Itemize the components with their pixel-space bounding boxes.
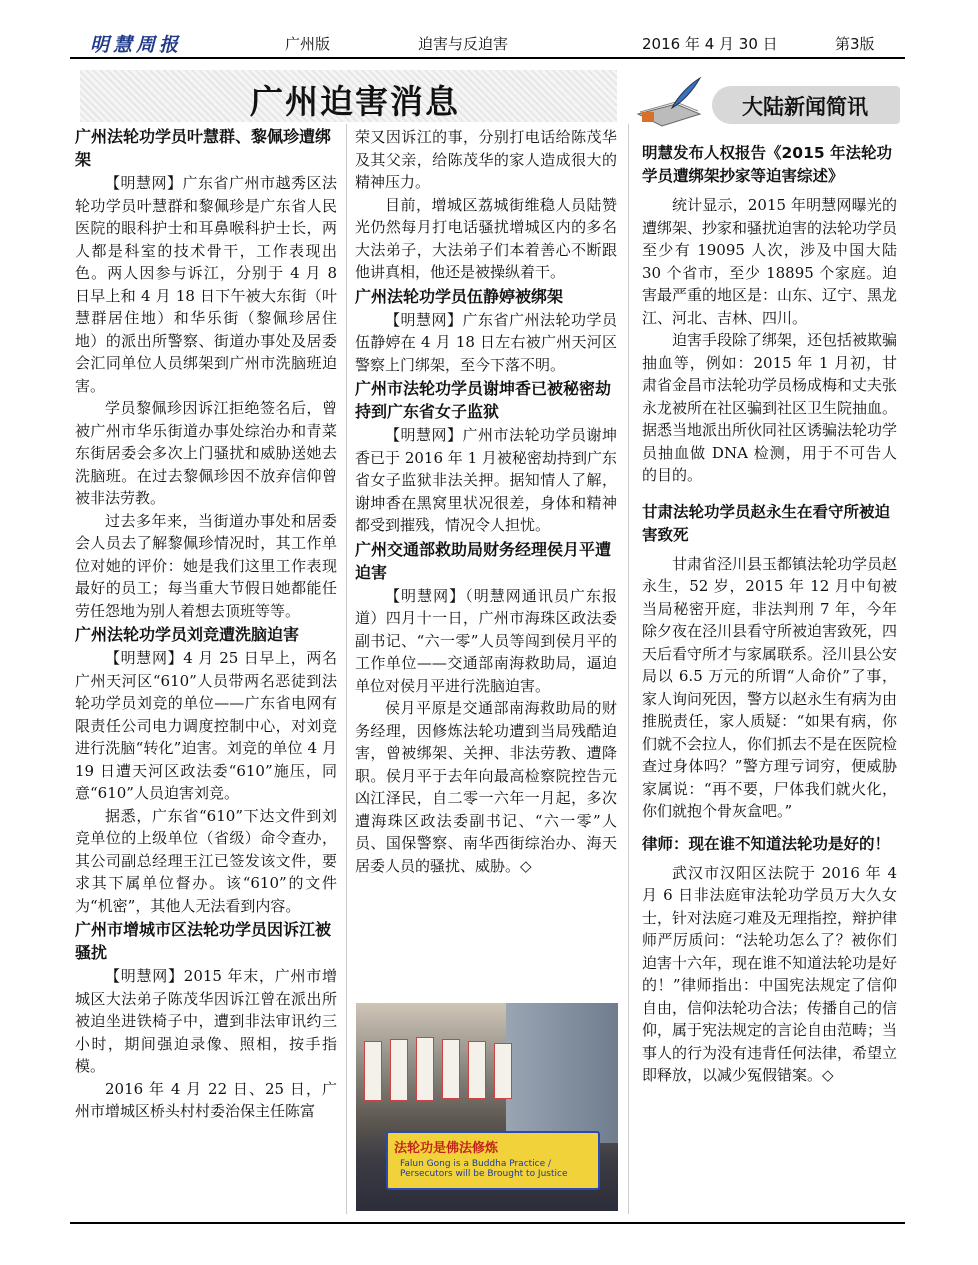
article-paragraph: 荣又因诉江的事，分别打电话给陈茂华及其父亲，给陈茂华的家人造成很大的精神压力。 — [355, 128, 617, 191]
placard — [468, 1041, 486, 1099]
column-divider — [346, 124, 347, 1214]
placard — [416, 1037, 434, 1101]
article-title: 律师：现在谁不知道法轮功是好的！ — [642, 834, 891, 853]
article-paragraph: 统计显示，2015 年明慧网曝光的遭绑架、抄家和骚扰迫害的法轮功学员至少有 19095 人次，涉及中国大陆 30 个省市，至少 18895 个家庭。迫害最严重的地区是：山东、辽宁、黑龙江、河北、吉林、四川。 — [642, 196, 898, 327]
article-paragraph: 【明慧网】广东省广州市越秀区法轮功学员叶慧群和黎佩珍是广东省人民医院的眼科护士和耳鼻喉科护士长，两人都是科室的技术骨干，工作表现出色。两人因参与诉江，分别于 4 月 8 日早上和 4 月 18 日下午被大东街（叶慧群居住地）和华乐街（黎佩珍居住地）的派出所警察、街道办事处及居委会汇同单位人员绑架到广州市洗脑班迫害。 — [75, 174, 337, 395]
article-paragraph: 【明慧网】广东省广州法轮功学员伍静婷在 4 月 18 日左右被广州天河区警察上门绑架，至今下落不明。 — [355, 310, 617, 374]
placard — [364, 1041, 382, 1101]
placard — [442, 1039, 460, 1099]
section-banner — [80, 70, 617, 122]
article-paragraph: 【明慧网】（明慧网通讯员广东报道）四月十一日，广州市海珠区政法委副书记、“六一零”人员等闯到侯月平的工作单位——交通部南海救助局，逼迫单位对侯月平进行洗脑迫害。 — [355, 586, 617, 695]
column-1 — [75, 124, 337, 1123]
article-title: 广州法轮功学员刘竞遭洗脑迫害 — [75, 625, 300, 644]
placard — [390, 1039, 408, 1101]
article-paragraph: 【明慧网】广州市法轮功学员谢坤香已于 2016 年 1 月被秘密劫持到广东省女子监狱非法关押。据知情人了解，谢坤香在黑窝里状况很差，身体和精神都受到摧残，情况令人担忧。 — [355, 426, 617, 534]
article-paragraph: 【明慧网】4 月 25 日早上，两名广州天河区“610”人员带两名恶徒到法轮功学员刘竞的单位——广东省电网有限责任公司电力调度控制中心，对刘竞进行洗脑“转化”迫害。刘竞的单位 4 月 19 日遭天河区政法委“610”施压，同意“610”人员迫害刘竞。 — [75, 649, 337, 802]
article-paragraph: 2016 年 4 月 22 日、25 日，广州市增城区桥头村村委治保主任陈富 — [75, 1079, 337, 1120]
building-shape — [506, 1003, 618, 1143]
article-paragraph: 学员黎佩珍因诉江拒绝签名后，曾被广州市华乐街道办事处综治办和青菜东街居委会多次上门骚扰和威胁送她去洗脑班。在过去黎佩珍因不放弃信仰曾被非法劳教。 — [75, 399, 337, 507]
page-header — [70, 0, 905, 58]
article-title: 广州交通部救助局财务经理侯月平遭迫害 — [355, 539, 612, 582]
issue-date: 2016 年 4 月 30 日 — [642, 35, 778, 53]
article-title: 广州法轮功学员叶慧群、黎佩珍遭绑架 — [75, 127, 332, 169]
placard — [494, 1043, 512, 1099]
article-title: 广州市法轮功学员谢坤香已被秘密劫持到广东省女子监狱 — [355, 379, 612, 421]
article-paragraph: 侯月平原是交通部南海救助局的财务经理，因修炼法轮功遭到当局残酷迫害，曾被绑架、关押、非法劳教、遭降职。侯月平于去年向最高检察院控告元凶江泽民，自二零一六年一月起，多次遭海珠区政法委副书记、“六一零”人员、国保警察、南华西街综治办、海天居委人员的骚扰、威胁。◇ — [355, 699, 617, 875]
column-2 — [355, 126, 617, 877]
parade-banner — [386, 1131, 600, 1190]
quill-book-icon — [630, 74, 720, 130]
footer-rule — [70, 1222, 905, 1224]
edition-label: 广州版 — [285, 35, 331, 53]
header-rule — [70, 57, 905, 59]
parade-banner-text: 法轮功是佛法修炼 — [394, 1141, 499, 1156]
article-title: 明慧发布人权报告《2015 年法轮功学员遭绑架抄家等迫害综述》 — [642, 144, 893, 185]
article-paragraph: 据悉，广东省“610”下达文件到刘竞单位的上级单位（省级）命令查办，其公司副总经理王江已签发该文件，要求其下属单位督办。该“610”的文件为“机密”，其他人无法看到内容。 — [75, 806, 337, 915]
parade-photo — [356, 1003, 618, 1211]
page-number: 第3版 — [835, 35, 875, 53]
masthead-brand: 明慧周报 — [90, 34, 183, 56]
sidebar-title: 大陆新闻简讯 — [742, 95, 868, 119]
article-paragraph: 甘肃省泾川县玉都镇法轮功学员赵永生，52 岁，2015 年 12 月中旬被当局秘密开庭，非法判刑 7 年，今年除夕夜在泾川县看守所被迫害致死，四天后看守所才与家属联系。泾川县公安局以 6.5 万元的所谓“人命价”了事，家人询问死因，警方以赵永生有病为由推脱责任，家人质疑：“如果有病，你们就不会拉人，你们抓去不是在医院检查过身体吗？”警方理亏词穷，便威胁家属说：“再不要，尸体我们就火化，你们就抱个骨灰盒吧。” — [642, 554, 898, 820]
article-paragraph: 目前，增城区荔城街维稳人员陆赞光仍然每月打电话骚扰增城区内的多名大法弟子，大法弟子们本着善心不断跟他讲真相，他还是被操纵着干。 — [355, 195, 617, 281]
section-label: 迫害与反迫害 — [418, 35, 509, 53]
sidebar-header — [630, 74, 902, 130]
article-title: 广州法轮功学员伍静婷被绑架 — [355, 286, 564, 306]
article-paragraph: 过去多年来，当街道办事处和居委会人员去了解黎佩珍情况时，其工作单位对她的评价：她是我们这里工作表现最好的员工；每当重大节假日她都能任劳任怨地为别人着想去顶班等等。 — [75, 511, 337, 620]
column-divider — [628, 124, 629, 1214]
article-paragraph: 武汉市汉阳区法院于 2016 年 4 月 6 日非法庭审法轮功学员万大久女士，针对法庭刁难及无理指控，辩护律师严厉质问：“法轮功怎么了？被你们迫害十六年，现在谁不知道法轮功是好的！”律师指出：中国宪法规定了信仰自由，信仰法轮功合法；传播自己的信仰，属于宪法规定的言论自由范畴；当事人的行为没有违背任何法律，希望立即释放，以减少冤假错案。◇ — [642, 863, 898, 1084]
article-paragraph: 迫害手段除了绑架，还包括被欺骗抽血等，例如：2015 年 1 月初，甘肃省金昌市法轮功学员杨成梅和丈夫张永龙被所在社区骗到社区卫生院抽血。据悉当地派出所伙同社区诱骗法轮功学员抽血做 DNA 检测，用于不可告人的目的。 — [642, 331, 898, 484]
article-title: 广州市增城市区法轮功学员因诉江被骚扰 — [75, 920, 332, 962]
article-paragraph: 【明慧网】2015 年末，广州市增城区大法弟子陈茂华因诉江曾在派出所被迫坐进铁椅子中，遭到非法审讯约三小时，期间强迫录像、照相，按手指模。 — [75, 967, 337, 1075]
article-title: 甘肃法轮功学员赵永生在看守所被迫害致死 — [642, 502, 891, 544]
parade-banner-english: Falun Gong is a Buddha Practice / Persecutors will be Brought to Justice — [400, 1159, 568, 1179]
section-banner-title: 广州迫害消息 — [250, 82, 460, 121]
column-3 — [642, 140, 897, 1087]
